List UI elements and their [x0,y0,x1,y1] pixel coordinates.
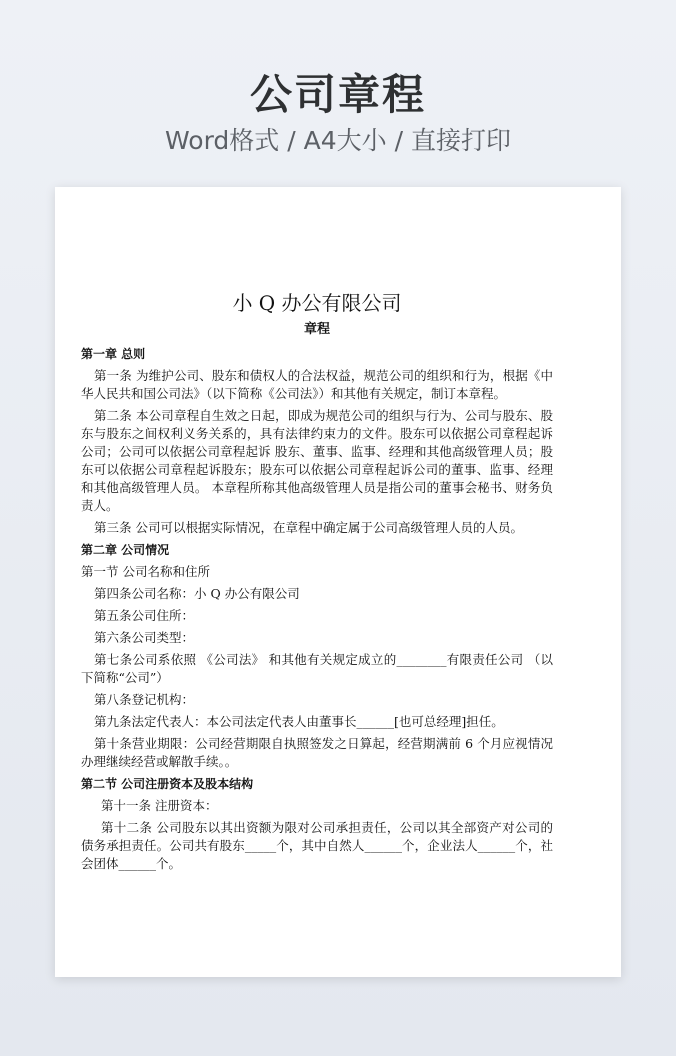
article-paragraph: 第十条营业期限：公司经营期限自执照签发之日算起，经营期满前 6 个月应视情况办理继续经营或解散手续。。 [81,736,553,769]
article-paragraph: 第九条法定代表人：本公司法定代表人由董事长______[也可总经理]担任。 [94,714,504,729]
company-name: 小 Q 办公有限公司 [232,291,402,315]
section-heading: 第二节 公司注册资本及股本结构 [81,777,254,791]
page-title: 公司章程 [249,70,426,119]
article-paragraph: 第四条公司名称：小 Q 办公有限公司 [94,586,300,601]
article-paragraph: 第七条公司系依照 《公司法》 和其他有关规定成立的________有限责任公司 （以下简称“公司”） [81,652,553,685]
document-body [81,289,553,877]
article-paragraph: 第八条登记机构： [94,692,195,707]
page-subtitle: Word格式 / A4大小 / 直接打印 [165,126,511,155]
article-paragraph: 第三条 公司可以根据实际情况，在章程中确定属于公司高级管理人员的人员。 [94,520,523,535]
article-paragraph: 第十一条 注册资本： [101,798,218,813]
document-subtitle: 章程 [303,322,330,337]
article-paragraph: 第一条 为维护公司、股东和债权人的合法权益，规范公司的组织和行为，根据《中华人民共和国公司法》（以下简称《公司法》）和其他有关规定，制订本章程。 [81,368,553,401]
chapter-heading: 第二章 公司情况 [81,543,170,557]
article-paragraph: 第五条公司住所： [94,608,195,623]
article-paragraph: 第六条公司类型： [94,630,195,645]
chapter-heading: 第一章 总则 [81,347,146,361]
section-heading: 第一节 公司名称和住所 [81,564,210,579]
article-paragraph: 第二条 本公司章程自生效之日起，即成为规范公司的组织与行为、公司与股东、股东与股东之间权利义务关系的，具有法律约束力的文件。股东可以依据公司章程起诉公司；公司可以依据公司章程起诉 股东、董事、监事、经理和其他高级管理人员；股东可以依据公司章程起诉股东；股东可以依据公司章程起诉公司的董事、监事、经理和其他高级管理人员。 本章程所称其他高级管理人员是指公司的董事会秘书、财务负责人。 [81,408,553,513]
article-paragraph: 第十二条 公司股东以其出资额为限对公司承担责任，公司以其全部资产对公司的债务承担责任。公司共有股东_____个，其中自然人______个，企业法人______个，社会团体______个。 [81,820,553,871]
